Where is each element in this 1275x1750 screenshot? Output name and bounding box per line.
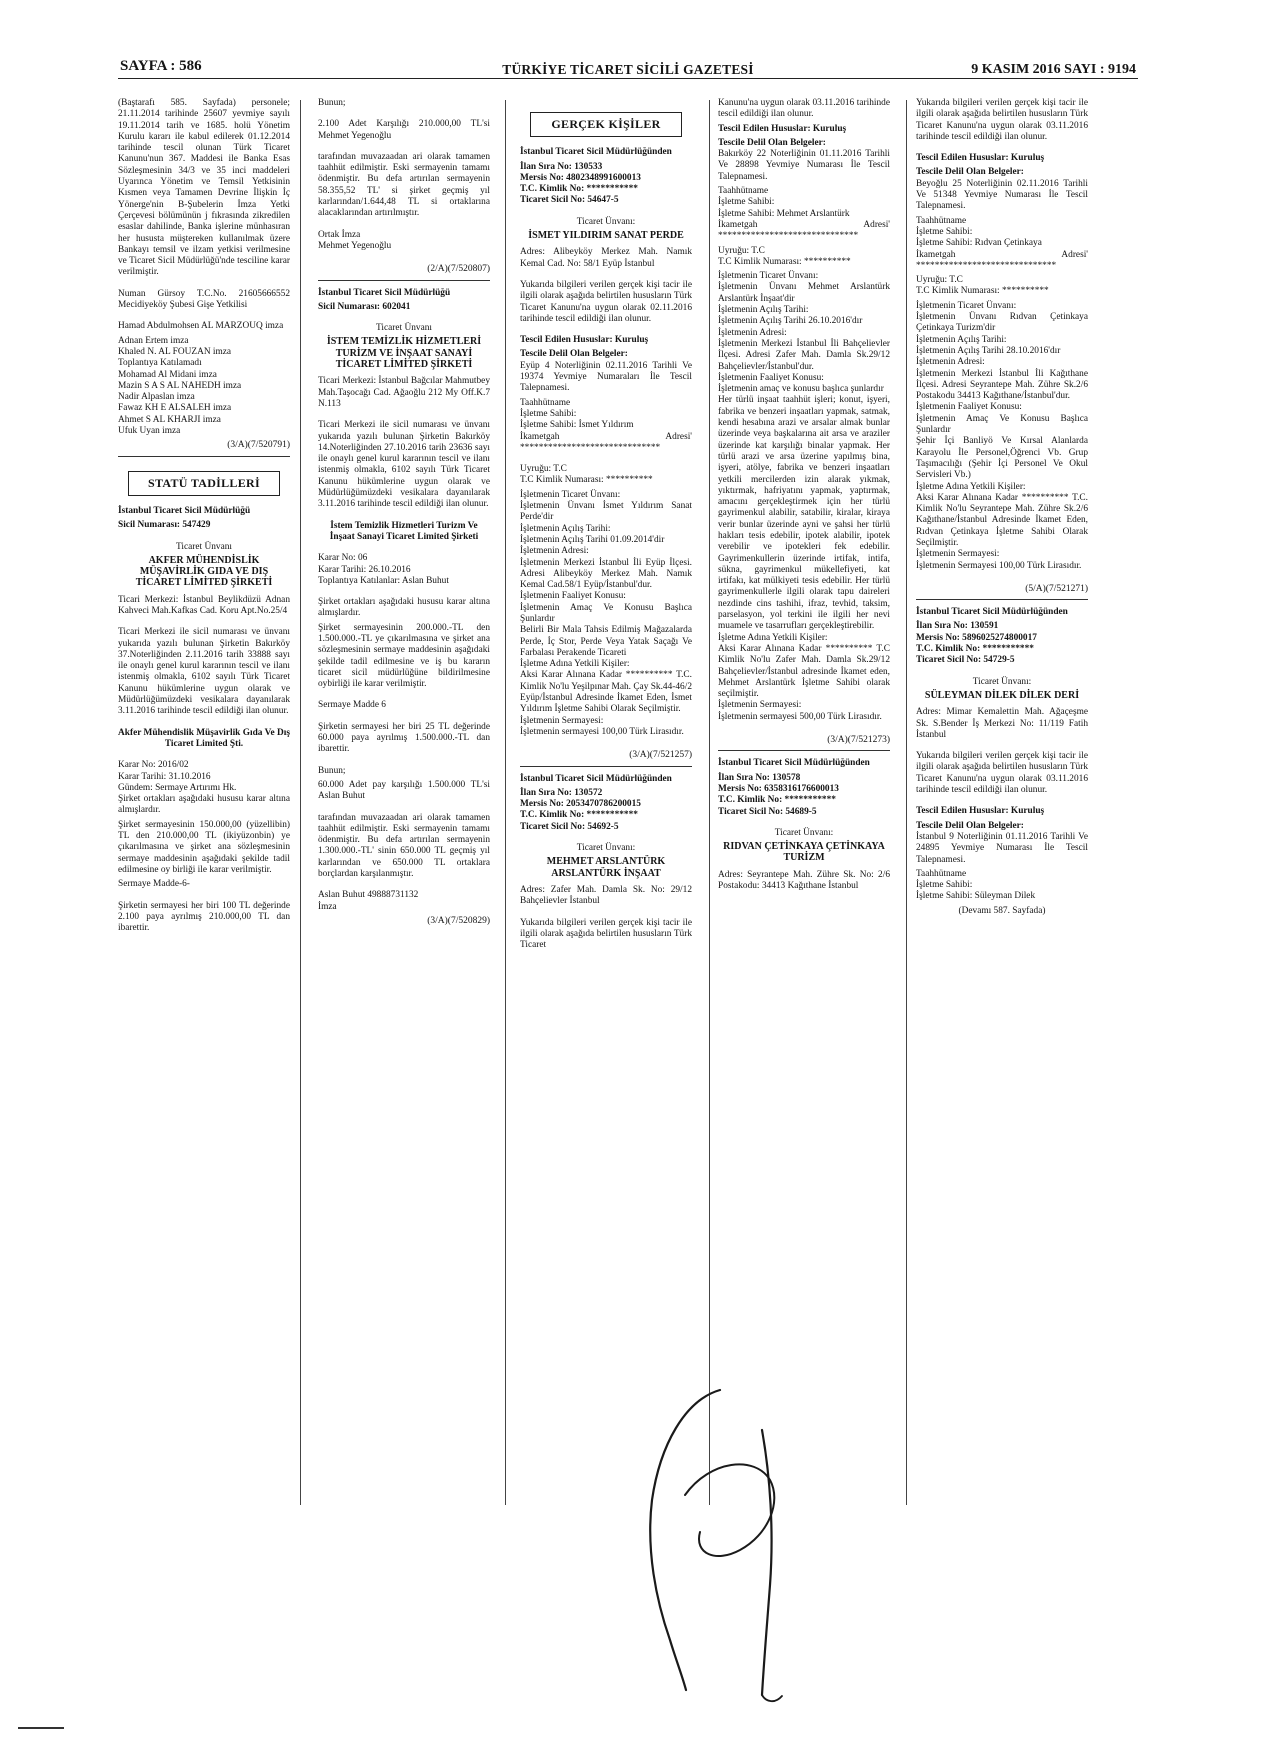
paragraph: T.C Kimlik Numarası: **********: [520, 475, 653, 486]
mersis-number: Mersis No: 5896025274800017: [916, 632, 1037, 643]
trade-name-label: Ticaret Ünvanı: [376, 323, 432, 334]
column-rule: [505, 100, 506, 1505]
signatory: Ahmet S AL KHARJI imza: [118, 414, 221, 425]
paragraph: İşletme Sahibi: Süleyman Dilek: [916, 891, 1036, 902]
paragraph: Taahhütname: [520, 397, 571, 408]
gazette-title: TÜRKİYE TİCARET SİCİLİ GAZETESİ: [502, 62, 754, 77]
paragraph: İşletmenin Ticaret Ünvanı:: [916, 300, 1017, 311]
paragraph: İşletme Sahibi:: [520, 408, 577, 419]
paragraph: İkametgah Adresi' ******************************: [718, 219, 890, 242]
paragraph: İşletmenin Sermayesi:: [718, 700, 802, 711]
trade-name-label: Ticaret Ünvanı:: [576, 843, 636, 854]
paragraph: Kanunu'na uygun olarak 03.11.2016 tarihinde tescil edildiği ilan olunur.: [718, 98, 890, 120]
trade-name: MEHMET ARSLANTÜRK ARSLANTÜRK İNŞAAT: [546, 856, 666, 879]
paragraph: Aksi Karar Alınana Kadar ********** T.C Kimlik No'lu Zafer Mah. Damla Sk.29/12 Bahçelievler/İstanbul adresinde İkamet eden, Mehmet Arslantürk İşletme Sahibi olarak seçilmiştir.: [718, 643, 890, 700]
headquarters: Ticari Merkezi: İstanbul Beylikdüzü Adnan Kahveci Mah.Kafkas Cad. Koru Apt.No.25/4: [118, 594, 290, 616]
paragraph: Uyruğu: T.C: [916, 275, 963, 286]
registry-number: Sicil Numarası: 602041: [318, 301, 411, 312]
evidence-label: Tescile Delil Olan Belgeler:: [916, 820, 1024, 831]
trade-name-label: Ticaret Ünvanı: [176, 541, 232, 552]
paragraph: İşletmenin Ünvanı İsmet Yıldırım Sanat Perde'dir: [520, 501, 692, 523]
paragraph: tarafından muvazaadan ari olarak tamamen taahhüt edilmiştir. Eski sermayenin tamamı ödenmiştir. Bu defa artırılan sermayenin 1.300.000.-TL' sinin 650.000 TL geçmiş yıl karlarından ve 650.000 TL ortaklara borçlardan karşılanmıştır.: [318, 812, 490, 880]
column-1: [118, 98, 290, 1508]
paragraph: İşletmenin Sermayesi 100,00 Türk Lirasıdır.: [916, 560, 1082, 571]
address: Adres: Alibeyköy Merkez Mah. Namık Kemal Cad. No: 58/1 Eyüp İstanbul: [520, 247, 692, 269]
paragraph: İşletmenin Faaliyet Konusu:: [520, 591, 626, 602]
paragraph: İkametgah Adresi' ******************************: [520, 431, 692, 453]
paragraph: Yukarıda bilgileri verilen gerçek kişi tacir ile ilgili olarak aşağıda belirtilen hususların Türk Ticaret: [520, 917, 692, 951]
paragraph: İşletmenin Ticaret Ünvanı:: [718, 271, 819, 282]
registered-matters: Tescil Edilen Hususlar: Kuruluş: [916, 806, 1045, 817]
signatory: Ufuk Uyan imza: [118, 426, 181, 437]
tc-number: T.C. Kimlik No: ***********: [718, 795, 836, 806]
paragraph: T.C Kimlik Numarası: **********: [718, 256, 851, 267]
paragraph: İşletme Adına Yetkili Kişiler:: [718, 632, 828, 643]
column-3: [520, 98, 692, 1508]
page-header: [118, 52, 1138, 79]
trade-name: İSMET YILDIRIM SANAT PERDE: [528, 230, 684, 242]
decision-date: Karar Tarihi: 31.10.2016: [118, 771, 211, 782]
issue-date: 9 KASIM 2016 SAYI : 9194: [971, 62, 1136, 77]
paragraph: Uyruğu: T.C: [520, 464, 567, 475]
paragraph: İşletmenin Faaliyet Konusu:: [718, 372, 824, 383]
column-4: [718, 98, 890, 1508]
divider: [916, 599, 1088, 600]
partner-name: Aslan Buhut 49888731132: [318, 890, 419, 901]
scan-mark: [18, 1727, 64, 1729]
paragraph: Taahhütname: [916, 215, 967, 226]
paragraph: İşletmenin sermayesi 500,00 Türk Lirasıdır.: [718, 711, 882, 722]
paragraph: Ticari Merkezi ile sicil numarası ve ünvanı yukarıda yazılı bulunan Şirketin Bakırköy 37.Noterliğinden 2.11.2016 tarih 33888 sayı ile onaylı genel kurul kararının tescil ve ilanı istenmiş olmakla, 6102 sayılı Türk Ticaret Kanunu hükümlerine uygun olarak ve Müdürlüğümüzdeki vesikalara dayanılarak 3.11.2016 tarihinde tescil edildiği ilan olunur.: [118, 627, 290, 717]
article-heading: Sermaye Madde-6-: [118, 879, 190, 890]
registered-matters: Tescil Edilen Hususlar: Kuruluş: [916, 153, 1045, 164]
paragraph: İşletmenin Ünvanı Mehmet Arslantürk Arslantürk İnşaat'dir: [718, 282, 890, 304]
paragraph: İşletmenin amaç ve konusu başlıca şunlardır: [718, 384, 884, 395]
registered-matters: Tescil Edilen Hususlar: Kuruluş: [520, 335, 649, 346]
paragraph: Bakırköy 22 Noterliğinin 01.11.2016 Tarihli Ve 28898 Yevmiye Numarası İle Tescil Talepnamesi.: [718, 149, 890, 182]
paragraph: İşletmenin Açılış Tarihi 26.10.2016'dır: [718, 316, 863, 327]
paragraph: Bunun;: [318, 765, 346, 776]
paragraph: Yukarıda bilgileri verilen gerçek kişi tacir ile ilgili olarak aşağıda belirtilen hususların Türk Ticaret Kanunu'na uygun olarak 03.11.2016 tarihinde tescil edildiği ilan olunur.: [916, 751, 1088, 796]
signatory: Fawaz KH E ALSALEH imza: [118, 403, 232, 414]
column-5: [916, 98, 1088, 1508]
paragraph: İşletmenin Açılış Tarihi 01.09.2014'dir: [520, 534, 665, 545]
paragraph: İşletmenin Ünvanı Rıdvan Çetinkaya Çetinkaya Turizm'dir: [916, 312, 1088, 334]
address: Adres: Seyrantepe Mah. Zühre Sk. No: 2/6 Postakodu: 34413 Kağıthane İstanbul: [718, 869, 890, 891]
registered-matters: Tescil Edilen Hususlar: Kuruluş: [718, 123, 847, 134]
signatory: Mazin S A S AL NAHEDH imza: [118, 380, 242, 391]
paragraph: Şirket sermayesinin 200.000.-TL den 1.500.000.-TL ye çıkarılmasına ve şirket ana sözleşmesinin sermaye maddesinin aşağıdaki şekilde tadil edilmesine ve iş bu kararın ticaret sicil müdürlüğüne bildirilmesine oybirliği ile karar verilmiştir.: [318, 622, 490, 690]
mersis-number: Mersis No: 4802348991600013: [520, 172, 641, 183]
reference-code: (3/A)(7/521257): [629, 750, 692, 761]
paragraph: İşletme Sahibi: Mehmet Arslantürk: [718, 208, 850, 219]
mersis-number: Mersis No: 2053470786200015: [520, 799, 641, 810]
section-heading: STATÜ TADİLLERİ: [128, 471, 280, 496]
paragraph: Yukarıda bilgileri verilen gerçek kişi tacir ile ilgili olarak aşağıda belirtilen hususların Türk Ticaret Kanunu'na uygun olarak 03.11.2016 tarihinde tescil edildiği ilan olunur.: [916, 98, 1088, 142]
divider: [718, 750, 890, 751]
continued-note: (Devamı 587. Sayfada): [958, 905, 1046, 916]
signature-label: İmza: [318, 901, 337, 912]
paragraph: Her türlü inşaat taahhüt işleri; konut, işyeri, fabrika ve benzeri inşaatları yapmak, satmak, kendi hesabına arazi ve arsalar almak bunlar üzerinde veya başkalarına ait arsa ve araziler üzerinde kat karşılığı binalar yapmak. Her türlü arazi ve arsa üzerine yapılmış bina, işyeri, atölye, fabrika ve benzeri inşaatları yetkili mercilerden izin alarak yıkmak, yıktırmak, hafriyatını yapmak, yaptırmak, amacını gerçekleştirmek için her türlü gayrimenkul alabilir, satabilir, kiralar, kiraya verir bunlar üzerinde ayni ve şahsi her türlü hakları tesis edebilir, ipotek alabilir, ipotek verebilir ve ipotekleri fek edebilir. Gayrimenkullerin üzerinde irtifak, intifa, sükna, gayrimenkul mükellefiyeti, kat irtifakı, kat mülkiyeti tesis edebilir. Her türlü gayrimenkullerle ilgili olarak tapu daireleri nezdinde cins tashihi, ifraz, tevhid, taksim, parselasyon, yol terkini ile ilgili her nevi muamele ve tasarrufları gerçekleştirebilir.: [718, 395, 890, 632]
paragraph: Şirket ortakları aşağıdaki hususu karar altına almışlardır.: [118, 794, 290, 816]
page-number: SAYFA : 586: [120, 58, 202, 74]
company-subheading: İstem Temizlik Hizmetleri Turizm Ve İnşaat Sanayi Ticaret Limited Şirketi: [329, 520, 479, 542]
decision-number: Karar No: 2016/02: [118, 760, 189, 771]
registry-office: İstanbul Ticaret Sicil Müdürlüğünden: [718, 758, 870, 769]
attendees: Toplantıya Katılanlar: Aslan Buhut: [318, 575, 449, 586]
paragraph: İşletmenin Merkezi İstanbul İli Kağıthane İlçesi. Adresi Seyrantepe Mah. Zühre Sk.2/6 Postakodu 34413 Kağıthane/İstanbul'dur.: [916, 368, 1088, 402]
divider: [520, 766, 692, 767]
paragraph: İşletmenin Faaliyet Konusu:: [916, 402, 1022, 413]
trade-name-label: Ticaret Ünvanı:: [972, 676, 1032, 687]
notice-number: İlan Sıra No: 130578: [718, 772, 801, 783]
paragraph: 60.000 Adet pay karşılığı 1.500.000 TL'si Aslan Buhut: [318, 779, 490, 802]
signatory: Hamad Abdulmohsen AL MARZOUQ imza: [118, 321, 284, 332]
reference-code: (3/A)(7/520829): [427, 915, 490, 926]
paragraph: İşletmenin Açılış Tarihi:: [520, 523, 611, 534]
registry-number: Ticaret Sicil No: 54689-5: [718, 806, 817, 817]
headquarters: Ticari Merkezi: İstanbul Bağcılar Mahmutbey Mah.Taşocağı Cad. Ağaoğlu 212 My Off.K.7 N.113: [318, 376, 490, 409]
paragraph: İşletme Sahibi:: [916, 880, 973, 891]
paragraph: Bunun;: [318, 98, 346, 108]
paragraph: Ticari Merkezi ile sicil numarası ve ünvanı yukarıda yazılı bulunan Şirketin Bakırköy 14.Noterliğinden 27.10.2016 tarih 23636 sayı ile onaylı genel kurul kararının tescil ve ilanı istenmiş olmakla, 6102 sayılı Türk Ticaret Kanunu hükümlerine uygun olarak ve Müdürlüğümüzdeki vesikalara dayanılarak 3.11.2016 tarihinde tescil edildiği ilan olunur.: [318, 420, 490, 510]
paragraph: (Baştarafı 585. Sayfada) personele; 21.11.2014 tarihinde 25607 yevmiye sayılı 19.11.2014 tarih ve 1685. holü Yönetim Kurulu kararı ile kabul edilerek 01.12.2014 tarihinde tescil olunan Türk Ticaret Kanunu'nun 367. Maddesi ile Banka Esas Sözleşmesinin 34/3 ve 35 inci maddeleri Uyarınca Yönetim ve Temsil Yetkisinin Kısmen veya Tamamen Devrine İlişkin İç Yönerge'nin B-Şubelerin İmza Yetki Çerçevesi bölümünün j fıkrasında zikredilen esaslar dahilinde, Banka işlerine münhasıran her hususta müştereken kullanılmak üzere Bankayı temsil ve ilzam yetkisi verilmesine ve Ticaret Sicil Müdürlüğü'nde tesciline karar verilmiştir.: [118, 98, 290, 278]
trade-name: RIDVAN ÇETİNKAYA ÇETİNKAYA TURİZM: [723, 841, 885, 864]
reference-code: (5/A)(7/521271): [1025, 583, 1088, 594]
paragraph: Şirket sermayesinin 150.000,00 (yüzellibin) TL den 210.000,00 TL (ikiyüzonbin) ye çıkarılmasına ve şirket ana sözleşmesinin sermaye maddesinin aşağıdaki şekilde tadil edilmesine oy birliği ile karar verilmiştir.: [118, 819, 290, 875]
paragraph: Numan Gürsoy T.C.No. 21605666552 Mecidiyeköy Şubesi Gişe Yetkilisi: [118, 288, 290, 311]
partner-signature-label: Ortak İmza: [318, 229, 361, 240]
registry-number: Ticaret Sicil No: 54647-5: [520, 195, 619, 206]
paragraph: Aksi Karar Alınana Kadar ********** T.C. Kimlik No'lu Seyrantepe Mah. Zühre Sk.2/6 Kağıthane/İstanbul Adresinde İkamet Eden, Rıdvan Çetinkaya İşletme Sahibi Olarak Seçilmiştir.: [916, 492, 1088, 548]
evidence-label: Tescile Delil Olan Belgeler:: [916, 167, 1024, 178]
paragraph: Şirketin sermayesi her biri 100 TL değerinde 2.100 paya ayrılmış 210.000,00 TL dan ibarettir.: [118, 900, 290, 934]
registry-office: İstanbul Ticaret Sicil Müdürlüğünden: [916, 607, 1068, 618]
address: Adres: Mimar Kemalettin Mah. Ağaçeşme Sk. S.Bender İş Merkezi No: 11/119 Fatih İstanbul: [916, 707, 1088, 740]
notice-number: İlan Sıra No: 130533: [520, 161, 603, 172]
paragraph: Belirli Bir Mala Tahsis Edilmiş Mağazalarda Perde, İç Stor, Perde Veya Yatak Saçağı Ve Farbalası Perakende Ticareti: [520, 625, 692, 658]
paragraph: İşletmenin Adresi:: [916, 357, 985, 368]
registry-office: İstanbul Ticaret Sicil Müdürlüğü: [118, 505, 251, 516]
paragraph: İşletmenin Açılış Tarihi 28.10.2016'dır: [916, 345, 1061, 356]
paragraph: Şehir İçi Banliyö Ve Kırsal Alanlarda Karayolu İle Personel,Öğrenci Vb. Grup Taşımacılığı (Şehir İçi Personel Ve Okul Servisleri Vb.): [916, 436, 1088, 481]
trade-name-label: Ticaret Ünvanı:: [576, 216, 636, 227]
mersis-number: Mersis No: 6358316176600013: [718, 783, 839, 794]
reference-code: (2/A)(7/520807): [427, 264, 490, 275]
agenda: Gündem: Sermaye Artırımı Hk.: [118, 782, 237, 793]
decision-number: Karar No: 06: [318, 553, 368, 564]
signatory: Mohamad Al Midani imza: [118, 369, 217, 380]
registry-number: Sicil Numarası: 547429: [118, 520, 211, 531]
paragraph: 2.100 Adet Karşılığı 210.000,00 TL'si Mehmet Yegenoğlu: [318, 119, 490, 141]
paragraph: İşletme Sahibi:: [916, 226, 973, 237]
trade-name: İSTEM TEMİZLİK HİZMETLERİ TURİZM VE İNŞAAT SANAYİ TİCARET LİMİTED ŞİRKETİ: [326, 336, 482, 371]
paragraph: İşletmenin sermayesi 100,00 Türk Lirasıdır.: [520, 726, 684, 737]
decision-date: Karar Tarihi: 26.10.2016: [318, 564, 411, 575]
company-subheading: Akfer Mühendislik Müşavirlik Gıda Ve Dış Ticaret Limited Şti.: [118, 727, 290, 749]
paragraph: Taahhütname: [718, 186, 769, 197]
registry-number: Ticaret Sicil No: 54729-5: [916, 655, 1015, 666]
tc-number: T.C. Kimlik No: ***********: [520, 184, 638, 195]
paragraph: İşletme Sahibi:: [718, 197, 775, 208]
handwritten-signature: [470, 1370, 850, 1710]
paragraph: İşletmenin Açılış Tarihi:: [916, 334, 1007, 345]
paragraph: İstanbul 9 Noterliğinin 01.11.2016 Tarihli Ve 24895 Yevmiye Numarası İle Tescil Talepnamesi.: [916, 831, 1088, 865]
partner-name: Mehmet Yegenoğlu: [318, 240, 392, 251]
paragraph: İşletmenin Açılış Tarihi:: [718, 305, 809, 316]
paragraph: Taahhütname: [916, 868, 967, 879]
signatory: Adnan Ertem imza: [118, 335, 189, 346]
paragraph: Eyüp 4 Noterliğinin 02.11.2016 Tarihli Ve 19374 Yevmiye Numaraları İle Tescil Talepnamesi.: [520, 360, 692, 394]
column-rule: [906, 100, 907, 1505]
paragraph: Şirket ortakları aşağıdaki hususu karar altına almışlardır.: [318, 597, 490, 619]
paragraph: Beyoğlu 25 Noterliğinin 02.11.2016 Tarihli Ve 51348 Yevmiye Numarası İle Tescil Talepnamesi.: [916, 178, 1088, 212]
tc-number: T.C. Kimlik No: ***********: [916, 644, 1034, 655]
paragraph: İşletme Adına Yetkili Kişiler:: [520, 659, 630, 670]
divider: [118, 456, 290, 457]
evidence-label: Tescile Delil Olan Belgeler:: [718, 137, 826, 148]
article-heading: Sermaye Madde 6: [318, 700, 386, 711]
address: Adres: Zafer Mah. Damla Sk. No: 29/12 Bahçelievler İstanbul: [520, 884, 692, 907]
paragraph: İşletme Sahibi: Rıdvan Çetinkaya: [916, 238, 1042, 249]
trade-name: SÜLEYMAN DİLEK DİLEK DERİ: [924, 689, 1080, 701]
signatory: Khaled N. AL FOUZAN imza: [118, 346, 232, 357]
paragraph: İşletmenin Merkezi İstanbul İli Eyüp İlçesi. Adresi Alibeyköy Merkez Mah. Namık Kemal Cad.58/1 Eyüp/İstanbul'dur.: [520, 557, 692, 591]
paragraph: İkametgah Adresi' ******************************: [916, 249, 1088, 271]
paragraph: tarafından muvazaadan ari olarak tamamen taahhüt edilmiştir. Eski sermayenin tamamı ödenmiştir. Bu defa artırılan sermayenin 58.355,52 TL' si şirket geçmiş yıl karlarından/1.644,48 TL si ortaklarına alacaklarından artırılmıştır.: [318, 151, 490, 219]
divider: [318, 280, 490, 281]
paragraph: İşletme Sahibi: İsmet Yıldırım: [520, 420, 634, 431]
paragraph: İşletmenin Merkezi İstanbul İli Bahçelievler İlçesi. Adresi Zafer Mah. Damla Sk.29/12 Bahçelievler/İstanbul'dur.: [718, 338, 890, 372]
notice-number: İlan Sıra No: 130572: [520, 787, 603, 798]
registry-office: İstanbul Ticaret Sicil Müdürlüğünden: [520, 773, 672, 784]
paragraph: Uyruğu: T.C: [718, 245, 765, 256]
paragraph: İşletmenin Adresi:: [718, 327, 787, 338]
paragraph: İşletmenin Amaç Ve Konusu Başlıca Şunlardır: [520, 602, 692, 624]
paragraph: Aksi Karar Alınana Kadar ********** T.C. Kimlik No'lu Yeşilpınar Mah. Çay Sk.44-46/2 Eyüp/İstanbul Adresinde İkamet Eden, İsmet Yıldırım İşletme Sahibi Olarak Seçilmiştir.: [520, 670, 692, 715]
section-heading: GERÇEK KİŞİLER: [530, 112, 682, 137]
evidence-label: Tescile Delil Olan Belgeler:: [520, 349, 628, 360]
paragraph: T.C Kimlik Numarası: **********: [916, 286, 1049, 297]
notice-number: İlan Sıra No: 130591: [916, 621, 999, 632]
reference-code: (3/A)(7/520791): [227, 440, 290, 451]
paragraph: İşletme Adına Yetkili Kişiler:: [916, 481, 1026, 492]
paragraph: İşletmenin Amaç Ve Konusu Başlıca Şunlardır: [916, 413, 1088, 436]
paragraph: İşletmenin Sermayesi:: [520, 715, 604, 726]
paragraph: Şirketin sermayesi her biri 25 TL değerinde 60.000 paya ayrılmış 1.500.000.-TL dan ibarettir.: [318, 721, 490, 755]
signatory: Nadir Alpaslan imza: [118, 392, 195, 403]
trade-name-label: Ticaret Ünvanı:: [774, 827, 834, 838]
column-2: [318, 98, 490, 1508]
paragraph: İşletmenin Adresi:: [520, 546, 589, 557]
column-rule: [300, 100, 301, 1505]
paragraph: Yukarıda bilgileri verilen gerçek kişi tacir ile ilgili olarak aşağıda belirtilen hususların Türk Ticaret Kanunu'na uygun olarak 02.11.2016 tarihinde tescil edildiği ilan olunur.: [520, 279, 692, 324]
paragraph: İşletmenin Sermayesi:: [916, 549, 1000, 560]
trade-name: AKFER MÜHENDİSLİK MÜŞAVİRLİK GIDA VE DIŞ TİCARET LİMİTED ŞİRKETİ: [135, 554, 273, 589]
paragraph: İşletmenin Ticaret Ünvanı:: [520, 489, 621, 500]
column-rule: [709, 100, 710, 1505]
registry-number: Ticaret Sicil No: 54692-5: [520, 821, 619, 832]
registry-office: İstanbul Ticaret Sicil Müdürlüğü: [318, 287, 451, 298]
registry-office: İstanbul Ticaret Sicil Müdürlüğünden: [520, 147, 672, 158]
signatory: Toplantıya Katılamadı: [118, 358, 202, 369]
reference-code: (3/A)(7/521273): [827, 735, 890, 746]
tc-number: T.C. Kimlik No: ***********: [520, 810, 638, 821]
